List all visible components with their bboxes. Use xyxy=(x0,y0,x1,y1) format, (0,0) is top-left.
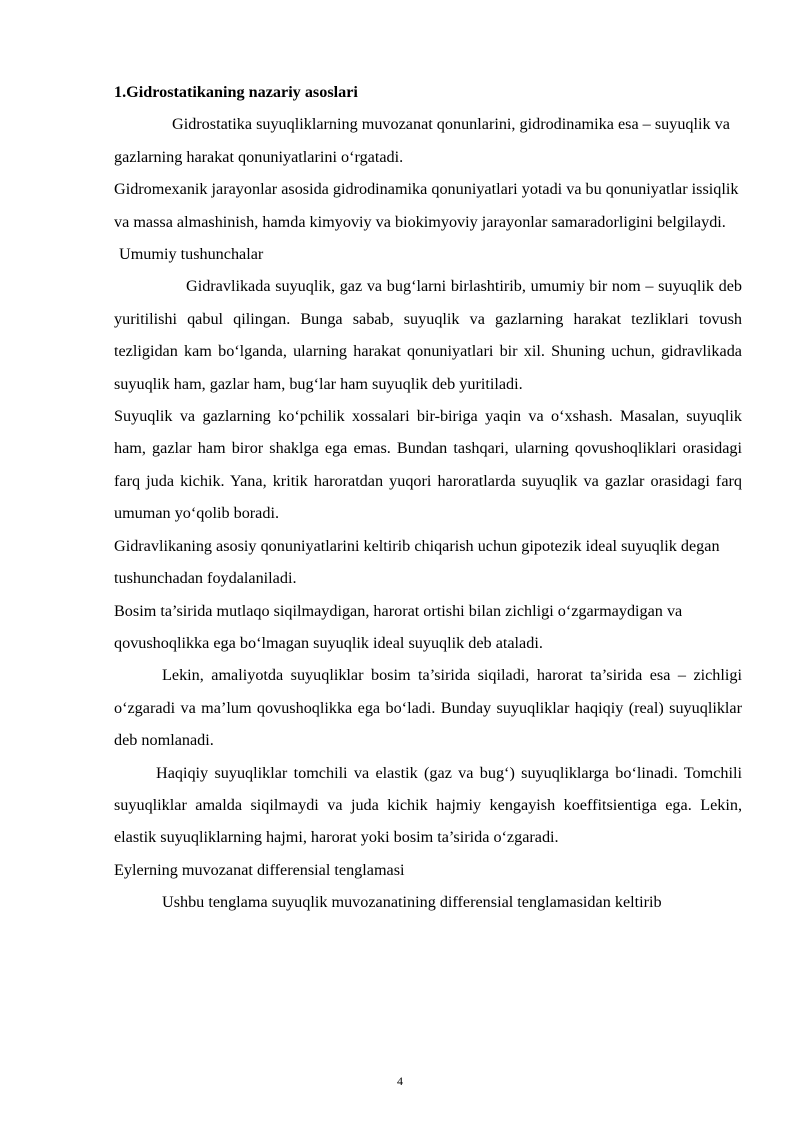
document-body xyxy=(114,76,742,919)
subheading: Eylerning muvozanat differensial tenglamasi xyxy=(114,860,405,879)
paragraph: Gidravlikaning asosiy qonuniyatlarini keltirib chiqarish uchun gipotezik ideal suyuqlik degan tushunchadan foydalaniladi. xyxy=(114,536,720,588)
paragraph: Bosim ta’sirida mutlaqo siqilmaydigan, harorat ortishi bilan zichligi o‘zgarmaydigan va qovushoqlikka ega bo‘lmagan suyuqlik ideal suyuqlik deb ataladi. xyxy=(114,601,683,652)
paragraph: Gidrostatika suyuqliklarning muvozanat qonunlarini, gidrodinamika esa – suyuqlik va gazlarning harakat qonuniyatlarini o‘rgatadi. xyxy=(114,115,730,166)
paragraph: Haqiqiy suyuqliklar tomchili va elastik (gaz va bug‘) suyuqliklarga bo‘linadi. Tomchili suyuqliklar amalda siqilmaydi va juda kichik hajmiy kengayish koeffitsientiga ega. Lekin, elastik suyuqliklarning hajmi, harorat yoki bosim ta’sirida o‘zgaradi. xyxy=(114,763,742,847)
paragraph: Gidromexanik jarayonlar asosida gidrodinamika qonuniyatlari yotadi va bu qonuniyatlar issiqlik va massa almashinish, hamda kimyoviy va biokimyoviy jarayonlar samaradorligini belgilaydi. xyxy=(114,180,739,231)
page-number: 4 xyxy=(397,1074,403,1088)
paragraph: Ushbu tenglama suyuqlik muvozanatining differensial tenglamasidan keltirib xyxy=(162,893,662,912)
paragraph: Gidravlikada suyuqlik, gaz va bug‘larni birlashtirib, umumiy bir nom – suyuqlik deb yuritilishi qabul qilingan. Bunga sabab, suyuqlik va gazlarning harakat tezliklari tovush tezligidan kam bo‘lganda, ularning harakat qonuniyatlari bir xil. Shuning uchun, gidravlikada suyuqlik ham, gazlar ham, bug‘lar ham suyuqlik deb yuritiladi. xyxy=(114,277,742,393)
section-heading: 1.Gidrostatikaning nazariy asoslari xyxy=(114,83,358,101)
subheading: Umumiy tushunchalar xyxy=(119,245,264,264)
paragraph: Lekin, amaliyotda suyuqliklar bosim ta’sirida siqiladi, harorat ta’sirida esa – zichligi o‘zgaradi va ma’lum qovushoqlikka ega bo‘ladi. Bunday suyuqliklar haqiqiy (real) suyuqliklar deb nomlanadi. xyxy=(114,666,742,750)
paragraph: Suyuqlik va gazlarning ko‘pchilik xossalari bir-biriga yaqin va o‘xshash. Masalan, suyuqlik ham, gazlar ham biror shaklga ega emas. Bundan tashqari, ularning qovushoqliklari orasidagi farq juda kichik. Yana, kritik haroratdan yuqori haroratlarda suyuqlik va gazlar orasidagi farq umuman yo‘qolib boradi. xyxy=(114,407,742,523)
